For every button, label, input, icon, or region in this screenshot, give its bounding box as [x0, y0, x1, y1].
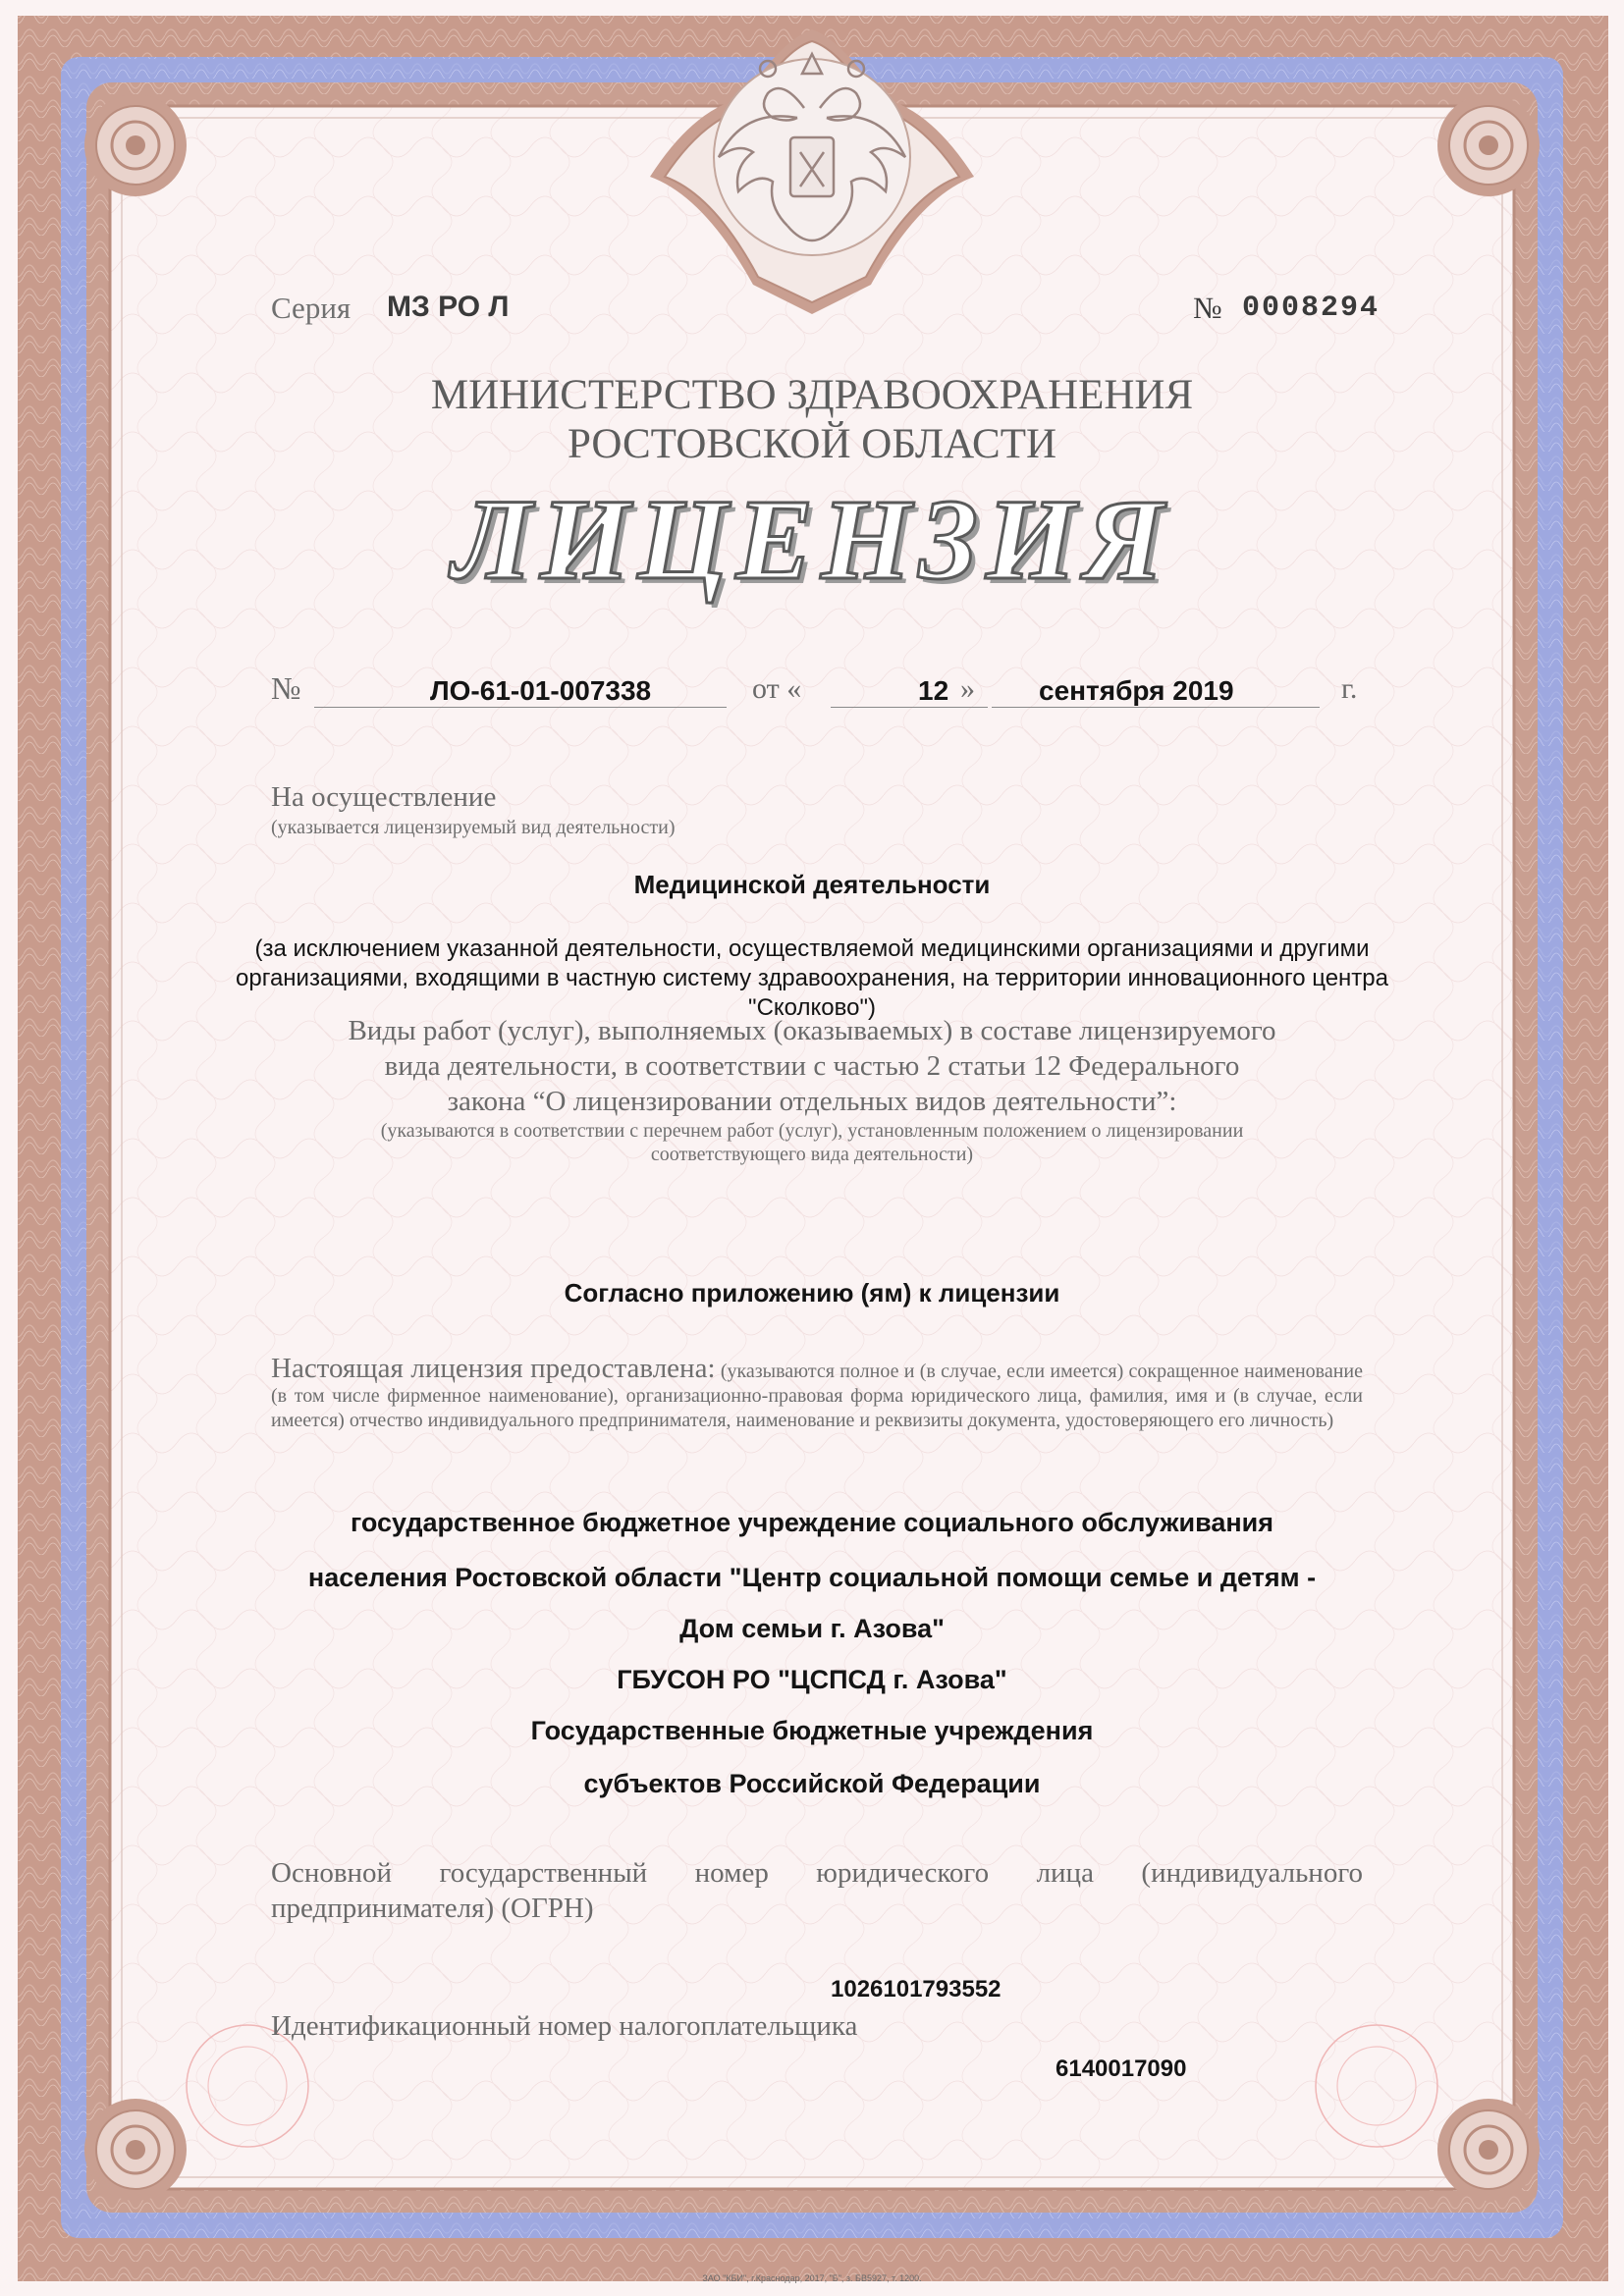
works-value: Согласно приложению (ям) к лицензии — [564, 1278, 1060, 1308]
printer-imprint: ЗАО "КБИ", г.Краснодар, 2017, "Б", з. БВ5927, т. 1200. — [702, 2273, 922, 2283]
series-value: МЗ РО Л — [387, 291, 510, 323]
ministry-line-2: РОСТОВСКОЙ ОБЛАСТИ — [567, 421, 1057, 467]
licensee-form-line-1: Государственные бюджетные учреждения — [530, 1716, 1094, 1745]
licensee-name-line-1: государственное бюджетное учреждение социального обслуживания — [350, 1508, 1274, 1537]
licensee-block — [271, 1353, 1363, 1433]
document-title: ЛИЦЕНЗИЯ — [452, 475, 1172, 604]
licensee-note: (указываются полное и (в случае, если имеется) сокращенное наименование (в том числе фирменное наименование), организационно-правовая форма юридического лица, фамилия, имя и (в случае, если имеется) отчество индивидуального предпринимателя, наименование и реквизиты документа, удостоверяющего его личность) — [271, 1361, 1363, 1431]
license-number: ЛО-61-01-007338 — [430, 675, 652, 706]
month-underline — [992, 707, 1320, 708]
licensee-label: Настоящая лицензия предоставлена: — [271, 1353, 716, 1384]
works-note-line-2: соответствующего вида деятельности) — [650, 1144, 974, 1165]
works-label-line-3: закона “О лицензировании отдельных видов деятельности”: — [447, 1086, 1177, 1117]
works-note — [236, 1119, 1388, 1166]
series-label: Серия — [271, 291, 352, 325]
date-from-label: от « — [752, 672, 802, 705]
activity-name: Медицинской деятельности — [633, 870, 991, 899]
blank-number: 0008294 — [1242, 292, 1380, 325]
works-label-line-1: Виды работ (услуг), выполняемых (оказываемых) в составе лицензируемого — [348, 1015, 1276, 1046]
day-underline — [831, 707, 988, 708]
license-day: 12 — [918, 675, 949, 706]
license-month-year: сентября 2019 — [1039, 675, 1234, 706]
inn-label: Идентификационный номер налогоплательщика — [271, 2010, 858, 2042]
works-note-line-1: (указываются в соответствии с перечнем работ (услуг), установленным положением о лицензировании — [380, 1120, 1244, 1142]
ogrn-label: Основной государственный номер юридического лица (индивидуального предпринимателя) (ОГРН) — [271, 1857, 1363, 1924]
license-number-underline — [314, 707, 727, 708]
year-suffix: г. — [1341, 672, 1358, 705]
licensee-short-name: ГБУСОН РО "ЦСПСД г. Азова" — [617, 1665, 1007, 1694]
works-label — [236, 1013, 1388, 1119]
number-label: № — [1193, 291, 1222, 325]
licensee-name-line-3: Дом семьи г. Азова" — [679, 1614, 945, 1643]
licensee-form-line-2: субъектов Российской Федерации — [583, 1769, 1041, 1798]
day-close-quote: » — [960, 672, 975, 705]
works-label-line-2: вида деятельности, в соответствии с частью 2 статьи 12 Федерального — [384, 1050, 1240, 1082]
license-no-label: № — [271, 670, 301, 706]
activity-clarification: (за исключением указанной деятельности, осуществляемой медицинскими организациями и другими организациями, входящими в частную систему здравоохранения, на территории инновационного центра "Сколково") — [236, 935, 1388, 1021]
inn-value: 6140017090 — [1056, 2056, 1187, 2082]
licensee-name-line-2: населения Ростовской области "Центр социальной помощи семье и детям - — [307, 1563, 1317, 1592]
ministry-line-1: МИНИСТЕРСТВО ЗДРАВООХРАНЕНИЯ — [430, 372, 1194, 418]
activity-note: (указывается лицензируемый вид деятельности) — [271, 817, 676, 838]
activity-label: На осуществление — [271, 781, 497, 813]
ogrn-value: 1026101793552 — [831, 1976, 1001, 2002]
